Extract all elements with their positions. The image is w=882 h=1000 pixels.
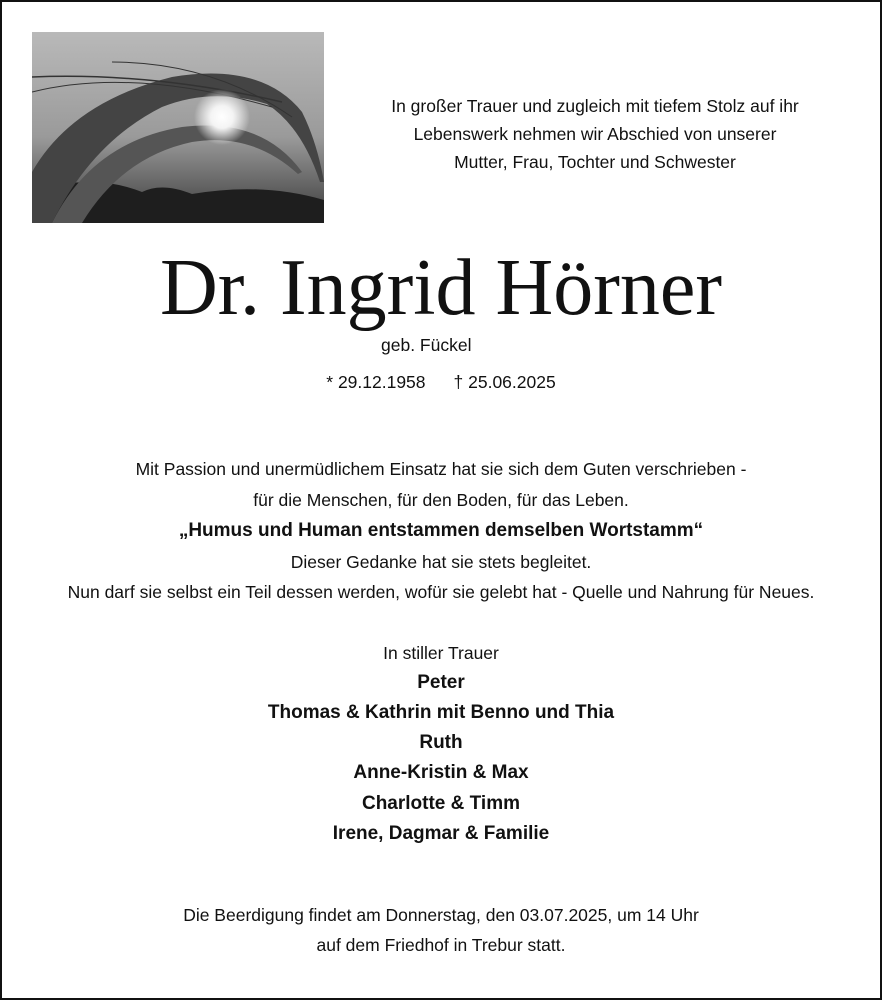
intro-line: Lebenswerk nehmen wir Abschied von unserer [413, 124, 777, 144]
intro-line: Mutter, Frau, Tochter und Schwester [454, 152, 736, 172]
wheat-sunset-photo [32, 32, 324, 223]
quote: „Humus und Human entstammen demselben Wortstamm“ [178, 520, 704, 541]
text-line: Nun darf sie selbst ein Teil dessen werden, wofür sie gelebt hat - Quelle und Nahrung für Neues. [67, 582, 815, 602]
maiden-name: geb. Fückel [381, 335, 472, 355]
intro-text [330, 92, 860, 176]
mourner: Charlotte & Timm [361, 793, 520, 814]
text-line: für die Menschen, für den Boden, für das Leben. [253, 490, 629, 510]
text-line: Dieser Gedanke hat sie stets begleitet. [290, 552, 592, 572]
mourning-label: In stiller Trauer [383, 643, 499, 663]
mourner: Ruth [419, 732, 463, 753]
intro-line: In großer Trauer und zugleich mit tiefem Stolz auf ihr [391, 96, 799, 116]
mourner: Irene, Dagmar & Familie [332, 823, 550, 844]
funeral-info: Die Beerdigung findet am Donnerstag, den 03.07.2025, um 14 Uhr [183, 905, 699, 925]
mourner: Anne-Kristin & Max [353, 762, 529, 783]
life-dates [0, 371, 882, 393]
text-line: Mit Passion und unermüdlichem Einsatz hat sie sich dem Guten verschrieben - [135, 459, 747, 479]
birth-date: * 29.12.1958 [326, 372, 426, 392]
mourner: Thomas & Kathrin mit Benno und Thia [267, 702, 615, 723]
death-date: † 25.06.2025 [453, 372, 556, 392]
funeral-info: auf dem Friedhof in Trebur statt. [316, 935, 566, 955]
mourner: Peter [417, 672, 465, 693]
deceased-name: Dr. Ingrid Hörner [159, 244, 723, 332]
